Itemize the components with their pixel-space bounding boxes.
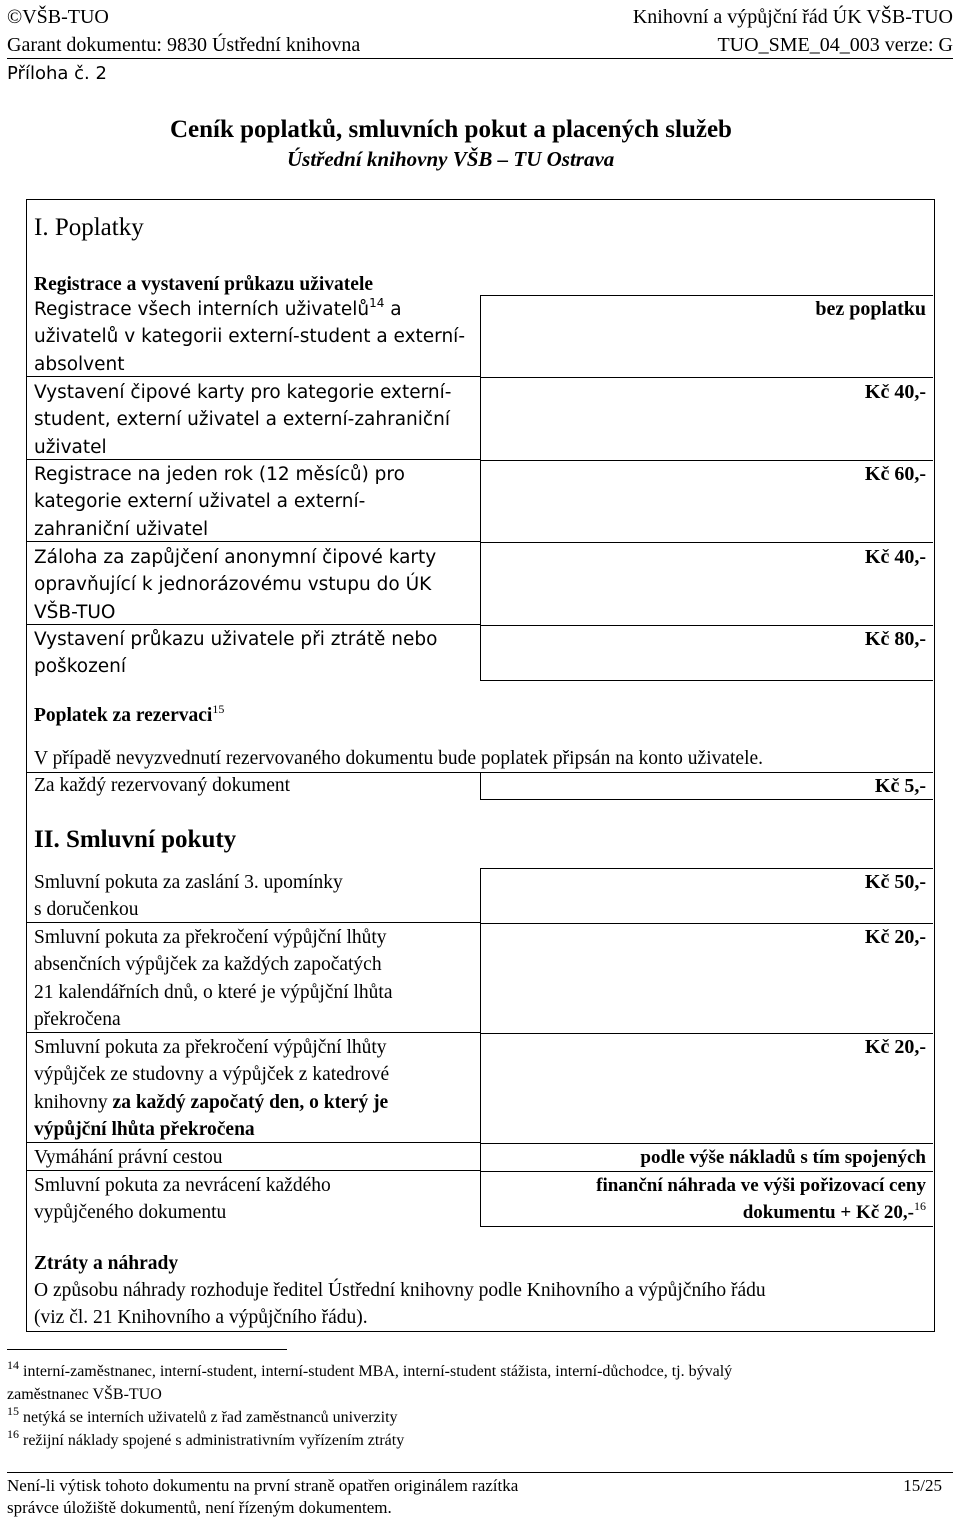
- penalty-row-amount: finanční náhrada ve výši pořizovací ceny dokumentu + Kč 20,-$^{16}$: [596, 1175, 926, 1224]
- header-doc-title: Knihovní a výpůjční řád ÚK VŠB-TUO: [632, 6, 953, 28]
- table-border: [480, 542, 933, 543]
- footnote: $^{16}$ režijní náklady spojené s administrativním vyřízením ztráty: [7, 1426, 405, 1449]
- fee-row-desc: Záloha za zapůjčení anonymní čipové karty opravňující k jednorázovému vstupu do ÚK VŠB-TUO: [34, 547, 437, 623]
- fee-row-desc: Vystavení čipové karty pro kategorie externí- student, externí uživatel a externí-zahraniční uživatel: [34, 382, 452, 458]
- table-border: [480, 799, 933, 800]
- penalty-row-amount: podle výše nákladů s tím spojených: [640, 1147, 926, 1168]
- fee-row-amount: Kč 40,-: [864, 546, 926, 568]
- table-border: [480, 868, 481, 1227]
- reservation-note: V případě nevyzvednutí rezervovaného dokumentu bude poplatek připsán na konto uživatele.: [34, 748, 764, 769]
- penalty-row-desc: Smluvní pokuta za nevrácení každého vypůjčeného dokumentu: [34, 1175, 331, 1224]
- appendix-label: Příloha č. 2: [7, 63, 107, 84]
- penalty-row-desc: Smluvní pokuta za zaslání 3. upomínky s doručenkou: [34, 872, 343, 921]
- table-border: [480, 772, 481, 799]
- fee-row-desc: Registrace na jeden rok (12 měsíců) pro kategorie externí uživatel a externí- zahraniční uživatel: [34, 464, 405, 540]
- losses-text: O způsobu náhrady rozhoduje ředitel Ústřední knihovny podle Knihovního a výpůjčního řádu (viz čl. 21 Knihovního a výpůjčního řádu).: [34, 1280, 766, 1328]
- reservation-item: Za každý rezervovaný dokument: [34, 775, 291, 796]
- footnote: $^{14}$ interní-zaměstnanec, interní-student, interní-student MBA, interní-student stážista, interní-důchodce, tj. bývalý zaměstnanec VŠB-TUO: [7, 1357, 733, 1403]
- fee-row-amount: Kč 80,-: [864, 628, 926, 650]
- header-guarantor: Garant dokumentu: 9830 Ústřední knihovna: [7, 34, 361, 56]
- registration-heading: Registrace a vystavení průkazu uživatele: [34, 274, 374, 295]
- penalty-row-amount: Kč 20,-: [864, 926, 926, 948]
- header-org: ©VŠB-TUO: [7, 6, 109, 28]
- penalty-row-desc: Smluvní pokuta za překročení výpůjční lhůty absenčních výpůjček za každých započatých 21 kalendářních dnů, o které je výpůjční lhůta překročena: [34, 927, 393, 1030]
- section-heading-fees: I. Poplatky: [34, 214, 144, 241]
- table-border: [480, 680, 933, 681]
- penalty-row-desc: Smluvní pokuta za překročení výpůjční lhůty výpůjček ze studovny a výpůjček z katedrové knihovny za každý započatý den, o který je výpůjční lhůta překročena: [34, 1037, 390, 1140]
- header-divider: [7, 58, 953, 59]
- reservation-heading: Poplatek za rezervaci$^{15}$: [34, 701, 225, 726]
- fee-row-amount: bez poplatku: [815, 298, 926, 320]
- fee-row-desc: Vystavení průkazu uživatele při ztrátě nebo poškození: [34, 629, 438, 678]
- penalty-row-amount: Kč 50,-: [864, 871, 926, 893]
- footer-divider: [7, 1472, 953, 1473]
- fee-row-desc: Registrace všech interních uživatelů$^{14}$ a uživatelů v kategorii externí-student a externí- absolvent: [34, 295, 466, 375]
- footnote: $^{15}$ netýká se interních uživatelů z řad zaměstnanců univerzity: [7, 1403, 398, 1426]
- table-border: [480, 295, 481, 681]
- fee-row-amount: Kč 40,-: [864, 381, 926, 403]
- losses-heading: Ztráty a náhrady: [34, 1253, 179, 1274]
- fee-row-amount: Kč 60,-: [864, 463, 926, 485]
- footnote-divider: [7, 1349, 287, 1350]
- page-title: Ceník poplatků, smluvních pokut a placených služeb: [170, 116, 732, 143]
- penalty-row-amount: Kč 20,-: [864, 1036, 926, 1058]
- table-border: [480, 377, 933, 378]
- section-heading-penalties: II. Smluvní pokuty: [34, 826, 237, 853]
- page-number: 15/25: [903, 1476, 942, 1495]
- header-doc-code: TUO_SME_04_003 verze: G: [717, 34, 953, 56]
- footer-note: Není-li výtisk tohoto dokumentu na první straně opatřen originálem razítka správce úložiště dokumentů, není řízeným dokumentem.: [7, 1476, 519, 1517]
- penalty-row-desc: Vymáhání právní cestou: [34, 1147, 223, 1168]
- reservation-amount: Kč 5,-: [874, 775, 926, 797]
- page-subtitle: Ústřední knihovny VŠB – TU Ostrava: [287, 147, 615, 171]
